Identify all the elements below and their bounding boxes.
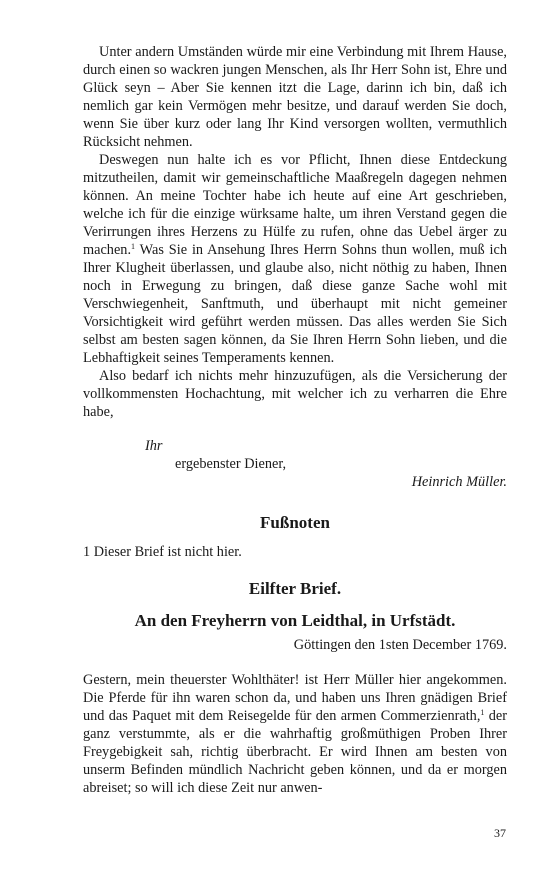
paragraph-2 [83, 151, 507, 367]
paragraph-2-part-a: Deswegen nun halte ich es vor Pflicht, Ihnen diese Entdeckung mitzutheilen, damit wir gemeinschaftliche Maaßregeln dagegen nehmen können. An meine Tochter habe ich heute auf eine Art geschrieben, welche ich für die einzige würksame halte, um ihren Verstand gegen die Verirrungen ihres Herzens zu Hülfe zu rufen, ohne das Uebel ärger zu machen. [83, 152, 507, 258]
paragraph-2-part-b: Was Sie in Ansehung Ihres Herrn Sohns thun wollen, muß ich Ihrer Klugheit überlassen, und glaube also, nicht nöthig zu haben, Ihnen noch in Erwegung zu bringen, daß diese ganze Sache wohl mit Verschwiegenheit, Sanftmuth, und überhaupt mit nicht gemeiner Vorsichtigkeit wird geführt werden müssen. Das alles werden Sie Sich selbst am besten sagen können, da Sie Ihren Herrn Sohn lieben, und die Lebhaftigkeit seines Temperaments kennen. [83, 242, 507, 366]
letter-body-part-a: Gestern, mein theuerster Wohlthäter! ist Herr Müller hier angekommen. Die Pferde für ihn waren schon da, und haben uns Ihren gnädigen Brief und das Paquet mit dem Reisegelde für den armen Commerzienrath, [83, 672, 507, 724]
letter-body [83, 43, 507, 421]
closing-diener: ergebenster Diener, [175, 456, 287, 472]
footnote-marker[interactable]: 1 [480, 708, 485, 717]
letter-body-text [83, 671, 507, 797]
footnotes-heading: Fußnoten [260, 513, 330, 532]
footnote-marker[interactable]: 1 [131, 242, 136, 251]
dateline: Göttingen den 1sten December 1769. [293, 637, 507, 653]
page-number: 37 [494, 826, 506, 840]
footnotes-section [83, 512, 507, 561]
paragraph-1: Unter andern Umständen würde mir eine Verbindung mit Ihrem Hause, durch einen so wackren jungen Menschen, als Ihr Herr Sohn ist, Ehre und Glück seyn – Aber Sie kennen itzt die Lage, darinn ich bin, daß ich nemlich gar kein Vermögen mehr besitze, und darauf werden Sie doch, wenn Sie über kurz oder lang Ihr Kind versorgen wollten, vermuthlich Rücksicht nehmen. [83, 44, 507, 150]
letter-recipient: An den Freyherrn von Leidthal, in Urfstädt. [134, 611, 456, 630]
next-letter [83, 578, 507, 797]
letter-body-part-b: der ganz verstummte, als er die wahrhaftig großmüthigen Proben Ihrer Freygebigkeit sah, richtig überbracht. Er wird Ihnen am besten von unserm Befinden mündlich Nachricht geben können, und da er morgen abreiset; so will ich diese Zeit nur anwen- [83, 708, 507, 796]
paragraph-3: Also bedarf ich nichts mehr hinzuzufügen, als die Versicherung der vollkommensten Hochachtung, mit welcher ich zu verharren die Ehre habe, [83, 368, 507, 420]
footnote-item: 1 Dieser Brief ist nicht hier. [83, 544, 242, 560]
signature: Heinrich Müller. [411, 474, 507, 490]
closing-ihr: Ihr [145, 438, 163, 454]
letter-title: Eilfter Brief. [248, 579, 342, 598]
